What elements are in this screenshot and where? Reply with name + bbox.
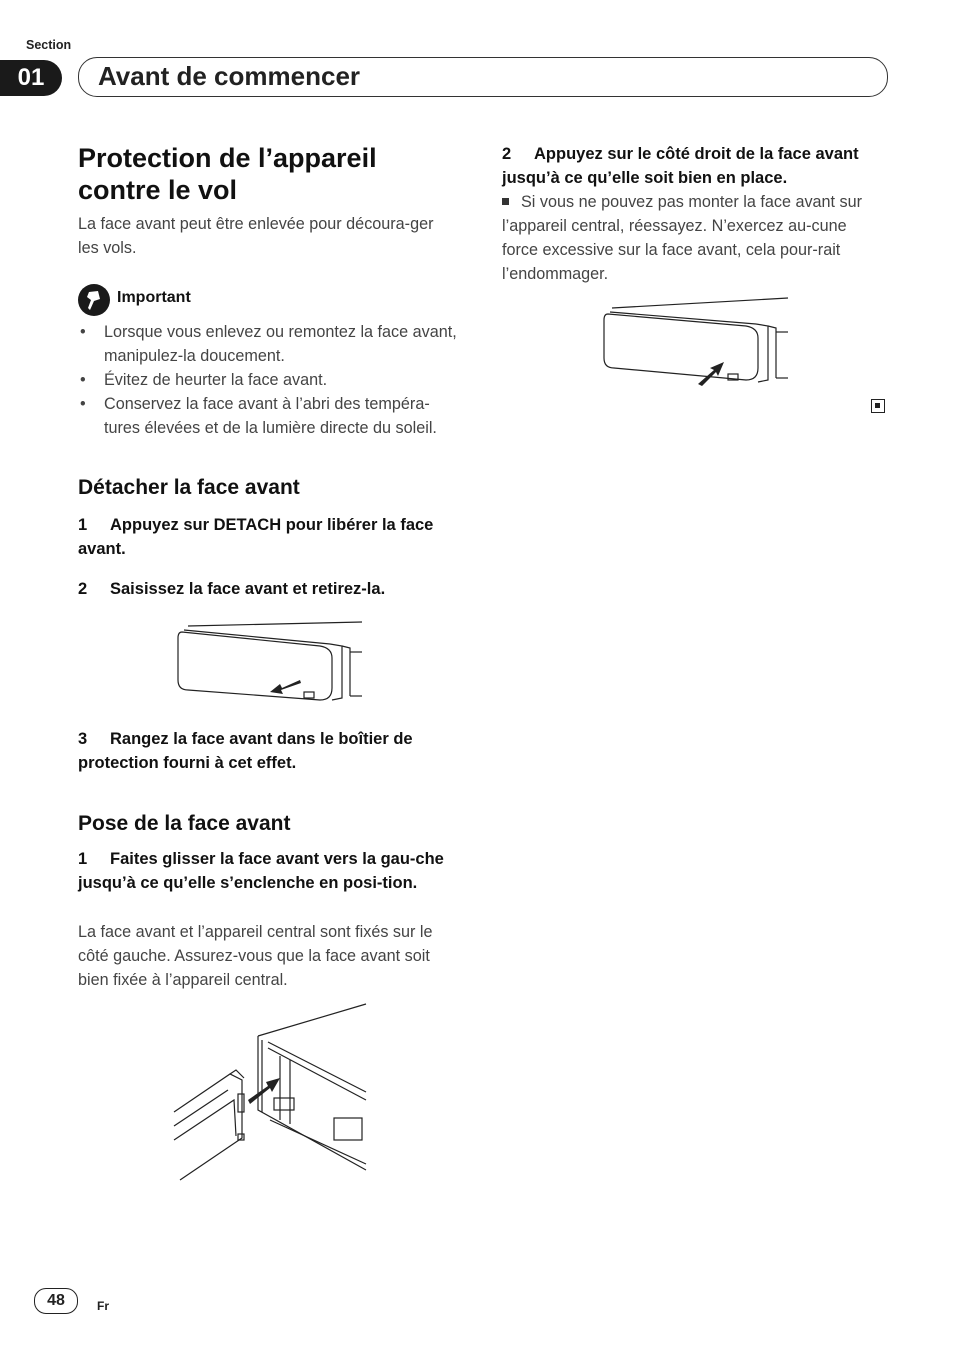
detach-step-1: 1 Appuyez sur DETACH pour libérer la face avant. xyxy=(78,516,434,558)
attach-right-illustration xyxy=(598,296,793,391)
attach-left-illustration xyxy=(170,1000,370,1182)
detach-step-3: 3 Rangez la face avant dans le boîtier de protection fourni à cet effet. xyxy=(78,730,413,772)
attach-step-2: 2 Appuyez sur le côté droit de la face avant jusqu’à ce qu’elle soit bien en place. xyxy=(502,145,859,187)
detach-step-2: 2 Saisissez la face avant et retirez-la. xyxy=(78,580,386,598)
section-title: Avant de commencer xyxy=(98,61,361,91)
list-item: • Évitez de heurter la face avant. xyxy=(80,371,328,389)
section-label: Section xyxy=(26,38,72,52)
important-list xyxy=(78,320,463,440)
section-number: 01 xyxy=(0,60,62,96)
detach-heading: Détacher la face avant xyxy=(78,476,300,499)
intro-text: La face avant peut être enlevée pour découra-ger les vols. xyxy=(78,215,434,257)
important-icon xyxy=(78,284,110,316)
attach-step-1: 1 Faites glisser la face avant vers la gau-che jusqu’à ce qu’elle s’enclenche en posi-tion. xyxy=(78,850,444,892)
important-label: Important xyxy=(117,289,191,306)
list-item: • Lorsque vous enlevez ou remontez la face avant, manipulez-la doucement. xyxy=(80,323,457,365)
end-mark-icon xyxy=(871,399,885,413)
detach-illustration xyxy=(170,618,370,708)
page-number: 48 xyxy=(34,1288,78,1314)
attach-step-2-note: Si vous ne pouvez pas monter la face avant sur l’appareil central, réessayez. N’exercez au-cune force excessive sur la face avant, cela pour-rait l’endommager. xyxy=(502,193,863,283)
attach-heading: Pose de la face avant xyxy=(78,812,291,835)
language-label: Fr xyxy=(97,1299,109,1313)
page-title: Protection de l’appareil contre le vol xyxy=(78,143,377,205)
list-item: • Conservez la face avant à l’abri des tempéra-tures élevées et de la lumière directe du soleil. xyxy=(80,395,437,437)
bullet-square-icon xyxy=(502,198,509,205)
attach-step-1-body: La face avant et l’appareil central sont fixés sur le côté gauche. Assurez-vous que la face avant soit bien fixée à l’appareil central. xyxy=(78,923,433,989)
